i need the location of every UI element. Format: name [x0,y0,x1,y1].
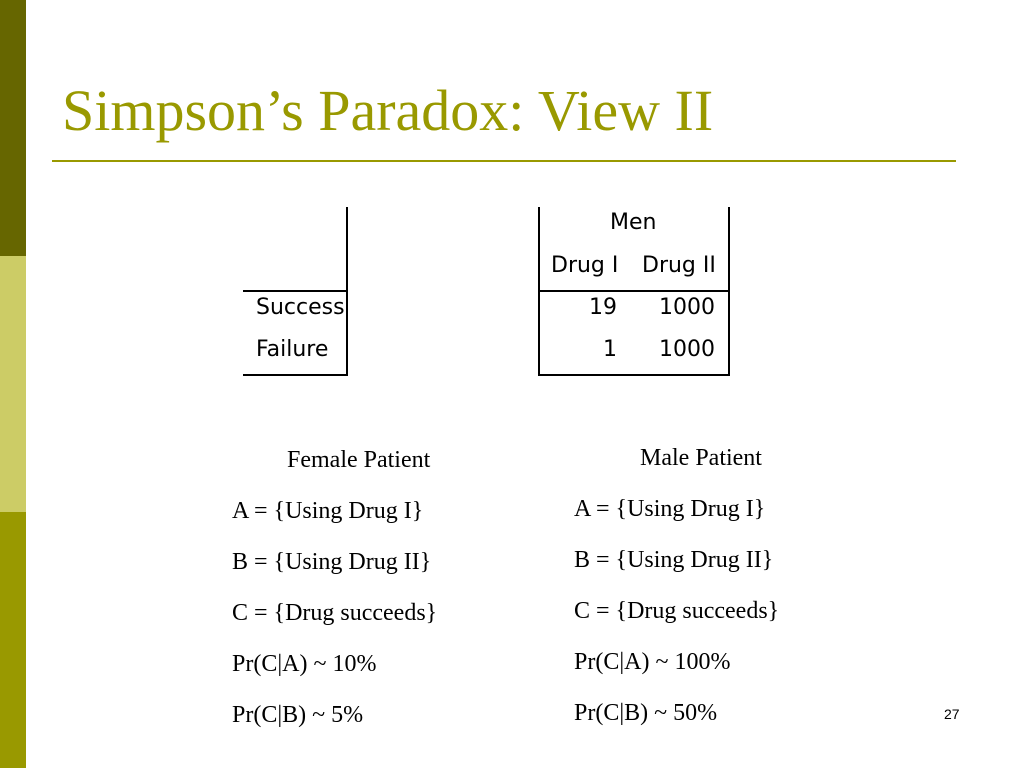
female-heading: Female Patient [287,447,431,473]
side-bar-dark [0,0,26,256]
side-bar-light [0,256,26,512]
men-bottom-rule [538,374,730,376]
female-line-b: B = {Using Drug II} [232,549,432,575]
title-underline [52,160,956,162]
row-label-failure: Failure [256,337,329,362]
men-header-rule [538,290,730,292]
slide-title: Simpson’s Paradox: View II [62,78,714,143]
cell-success-drug-1: 19 [589,295,617,320]
col-header-drug-1: Drug I [551,253,619,278]
female-pr-cb: Pr(C|B) ~ 5% [232,702,364,728]
male-line-b: B = {Using Drug II} [574,547,774,573]
side-bar-mid [0,512,26,768]
col-header-drug-2: Drug II [642,253,716,278]
men-group-header: Men [610,210,657,235]
cell-failure-drug-1: 1 [603,337,617,362]
female-pr-ca: Pr(C|A) ~ 10% [232,651,377,677]
male-heading: Male Patient [640,445,762,471]
male-pr-ca: Pr(C|A) ~ 100% [574,649,731,675]
female-line-c: C = {Drug succeeds} [232,600,438,626]
cell-failure-drug-2: 1000 [659,337,715,362]
male-line-c: C = {Drug succeeds} [574,598,780,624]
female-line-a: A = {Using Drug I} [232,498,424,524]
cell-success-drug-2: 1000 [659,295,715,320]
row-label-bottom-rule [243,374,348,376]
row-label-success: Success [256,295,345,320]
row-label-top-rule [243,290,348,292]
male-line-a: A = {Using Drug I} [574,496,766,522]
page-number: 27 [944,706,960,722]
male-pr-cb: Pr(C|B) ~ 50% [574,700,718,726]
